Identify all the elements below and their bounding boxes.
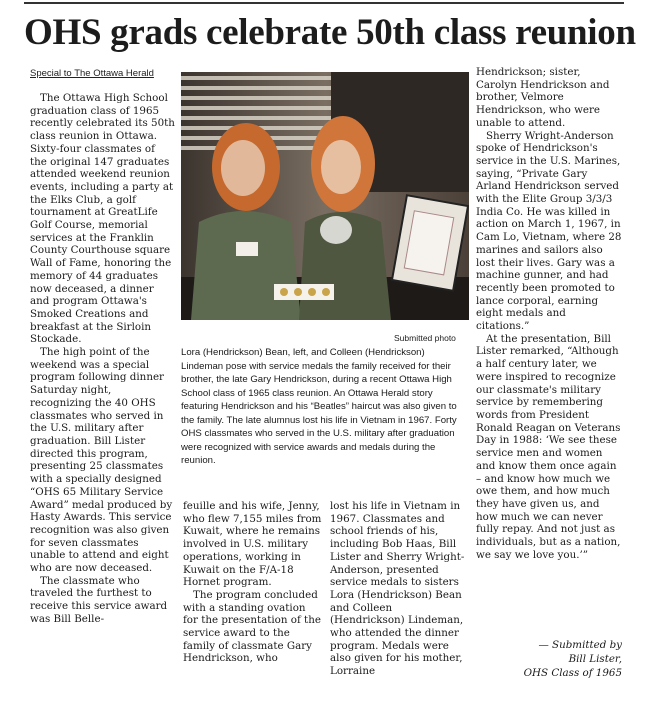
photo-caption: Lora (Hendrickson) Bean, left, and Colleen (Hendrickson) Lindeman pose with service medals the family received for their brother, the late Gary Hendrickson, during a recent Ottawa High School class of 1965 class reunion. An Ottawa Herald story featuring Hendrickson and his “Beatles” haircut was also given to the family. The late alumnus lost his life in Vietnam in 1967. Forty OHS classmates who served in the U.S. military after graduation were recognized with service awards and medals during the reunion. (181, 347, 457, 466)
paragraph: Sherry Wright-Anderson spoke of Hendrickson's service in the U.S. Marines, saying, “Private Gary Arland Hendrickson served with the Elite Group 3/3/3 India Co. He was killed in action on March 1, 1967, in Cam Lo, Vietnam, where 28 marines and sailors also lost their lives. Gary was a machine gunner, and had recently been promoted to lance corporal, earning eight medals and citations.” (476, 129, 622, 333)
paragraph: The high point of the weekend was a special program following dinner Saturday night, recognizing the 40 OHS classmates who served in the U.S. military after graduation. Bill Lister directed this program, presenting 25 classmates with a specially designed “OHS 65 Military Service Award” medal produced by Hasty Awards. This service recognition was also given for seven classmates unable to attend and eight who are now deceased. (30, 346, 173, 575)
article-column-4 (476, 66, 622, 561)
paragraph: The Ottawa High School graduation class of 1965 recently celebrated its 50th class reunion in Ottawa. Sixty-four classmates of the original 147 graduates attended weekend reunion events, including a party at the Elks Club, a golf tournament at GreatLife Golf Course, memorial services at the Franklin County Courthouse square Wall of Fame, honoring the memory of 44 graduates now deceased, a dinner and program Ottawa's Smoked Creations and breakfast at the Sirloin Stockade. (30, 92, 175, 346)
byline: Special to The Ottawa Herald (30, 68, 154, 79)
paragraph: feuille and his wife, Jenny, who flew 7,155 miles from Kuwait, where he remains involved in U.S. military operations, working in Kuwait on the F/A-18 Hornet program. (183, 500, 322, 589)
headline: OHS grads celebrate 50th class reunion (24, 12, 636, 53)
signoff (500, 638, 622, 680)
article-column-1 (30, 92, 175, 626)
paragraph: Hendrickson; sister, Carolyn Hendrickson and brother, Velmore Hendrickson, who were unable to attend. (476, 66, 610, 129)
article-column-2 (183, 500, 323, 665)
reunion-photo (181, 72, 469, 320)
article-column-3 (330, 500, 470, 678)
top-rule (24, 2, 624, 4)
paragraph: The classmate who traveled the furthest to receive this service award was Bill Belle- (30, 574, 168, 625)
photo-credit: Submitted photo (394, 333, 456, 343)
paragraph: At the presentation, Bill Lister remarked, “Although a half century later, we were inspired to recognize our classmate's military service by remembering words from President Ronald Reagan on Veterans Day in 1988: ‘We see these service men and women and know them once again – and know how much we owe them, and how much they have given us, and how much we can never fully repay. And not just as individuals, but as a nation, we say we love you.’” (476, 332, 621, 561)
photo-illustration (181, 72, 469, 320)
paragraph: The program concluded with a standing ovation for the presentation of the service award to the family of classmate Gary Hendrickson, who (183, 588, 321, 665)
paragraph: lost his life in Vietnam in 1967. Classmates and school friends of his, including Bob Haas, Bill Lister and Sherry Wright-Anderson, presented service medals to sisters Lora (Hendrickson) Bean and Colleen (Hendrickson) Lindeman, who attended the dinner program. Medals were also given for his mother, Lorraine (330, 500, 465, 678)
signoff-line: OHS Class of 1965 (523, 667, 622, 679)
signoff-line: — Submitted by (538, 639, 622, 651)
signoff-line: Bill Lister, (568, 653, 622, 665)
